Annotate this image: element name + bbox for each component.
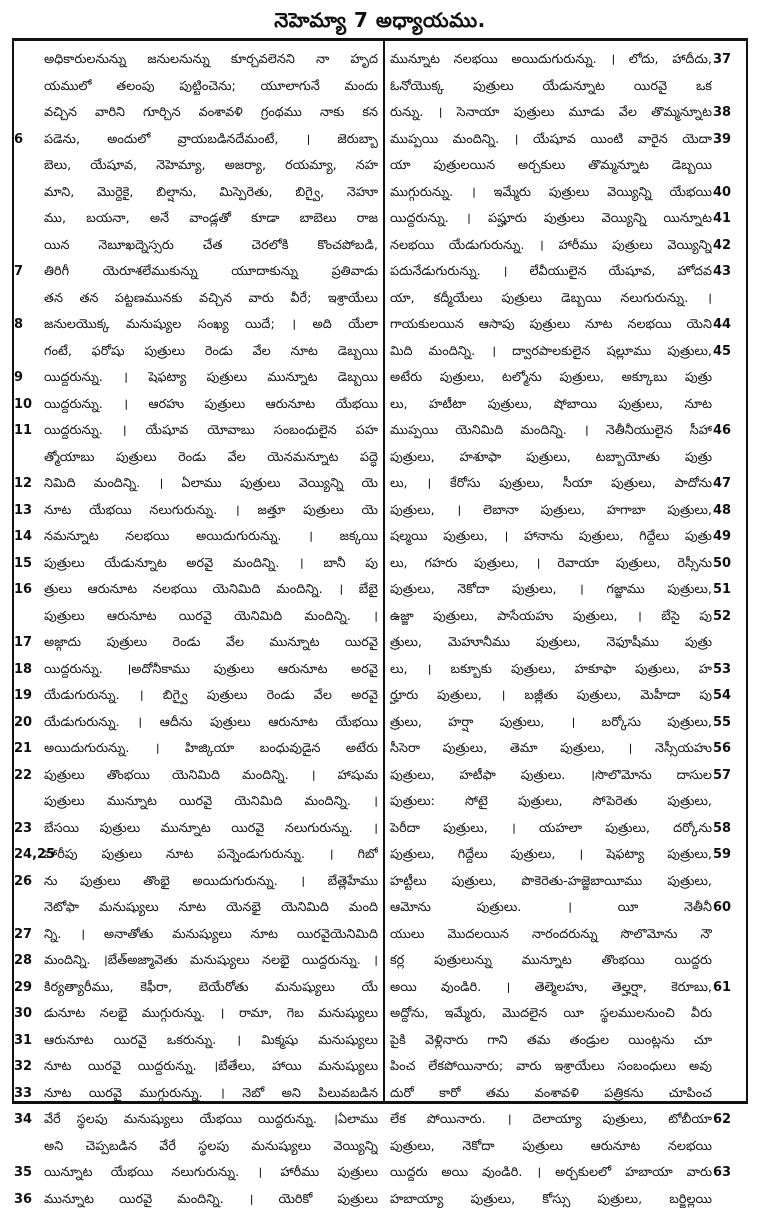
text-line: అజ్గాదు పుత్రులు రెండు వేల మున్నూట యిరవై: [44, 630, 378, 657]
text-line: లేక పోయినారు. । దెలాయ్యా పుత్రులు, టోబీయా: [390, 1107, 712, 1134]
verse-number: 48: [713, 498, 753, 525]
text-line: పుత్రులు ఆరునూట యిరవై యెనిమిది మందిన్ని. ।: [44, 604, 378, 631]
verse-number: 37: [713, 47, 753, 74]
verse-number: 21: [14, 736, 54, 763]
verse-number: 53: [713, 657, 753, 684]
verse-number: 27: [14, 922, 54, 949]
verse-number: 18: [14, 657, 54, 684]
text-line: మందిన్ని. ।బేత్అజ్మావెతు మనుష్యులు నలభై యిద్దరున్ను. ।: [44, 948, 378, 975]
page-title: నెహెమ్యా 7 అధ్యాయము.: [0, 2, 760, 38]
text-line: న్ని. । అనాతోతు మనుష్యులు నూట యిరవైయెనిమిది: [44, 922, 378, 949]
verse-number: 56: [713, 736, 753, 763]
text-line: పుత్రులు, । లెబానా పుత్రులు, హగాబా పుత్రులు,: [390, 498, 712, 525]
text-line: ము, బయనా, అనే వాండ్లతో కూడా బాబెలు రాజ: [44, 206, 378, 233]
text-line: అయిదుగురున్ను. । హిజ్కియా బంధువుడైన అటేరు: [44, 736, 378, 763]
text-line: సీసెరా పుత్రులు, తెమా పుత్రులు, । నెస్సీయహు: [390, 736, 712, 763]
text-line: పుత్రులు యేడున్నూట అరవై మందిన్ని. । బానీ పు: [44, 551, 378, 578]
verse-number: 59: [713, 842, 753, 869]
verse-number: 60: [713, 895, 753, 922]
text-line: యిద్దరున్ను. । ఆరహు పుత్రులు ఆరునూట యేభయి: [44, 392, 378, 419]
text-line: బెలు, యేషూవ, నెహెమ్యా, అజర్యా, రయమ్యా, నహ: [44, 153, 378, 180]
verse-number: 10: [14, 392, 54, 419]
text-line: ను పుత్రులు తొంభై అయిదుగురున్ను. । బేత్లెహేము: [44, 869, 378, 896]
verse-number: 40: [713, 180, 753, 207]
verse-number: 22: [14, 763, 54, 790]
verse-number: 52: [713, 604, 753, 631]
text-line: పించ లేకపోయినారు; వారు ఇశ్రాయేలు సంబంధులు అవు: [390, 1054, 712, 1081]
text-line: అయి వుండిరి. । తెల్మెలహు, తెల్హర్షా, కెరూబు,: [390, 975, 712, 1002]
text-line: ముప్పయి మందిన్ని. । యేషూవ యింటి వారైన యెదా: [390, 127, 712, 154]
verse-number: 33: [14, 1081, 54, 1108]
verse-number: 42: [713, 233, 753, 260]
text-line: త్రులు, మెహూనీము పుత్రులు, నెఫూషీము పుత్రు: [390, 630, 712, 657]
text-line: నెటోఫా మనుష్యులు నూట యెనభై యెనిమిది మంది: [44, 895, 378, 922]
verse-number: 8: [14, 312, 54, 339]
verse-number: 23: [14, 816, 54, 843]
text-line: రున్ను. । సెనాయా పుత్రులు మూడు వేల తొమ్మన్నూట: [390, 100, 712, 127]
text-line: తిరిగీ యెరూశలేముకున్ను యూదాకున్ను ప్రతివాడు: [44, 259, 378, 286]
text-line: షల్మయి పుత్రులు, । హానాను పుత్రులు, గిద్దేలు పుత్రు: [390, 524, 712, 551]
verse-number: 20: [14, 710, 54, 737]
text-line: నిమిది మందిన్ని. । ఏలాము పుత్రులు వెయ్యిన్ని యె: [44, 471, 378, 498]
text-line: నమన్నూట నలభయి అయిదుగురున్ను. । జక్కయి: [44, 524, 378, 551]
text-line: కర్ల పుత్రులున్ను మున్నూట తొంభయి యిద్దరు: [390, 948, 712, 975]
text-line: యిద్దరున్ను. । పష్హూరు పుత్రులు వెయ్యిన్ని యిన్నూట: [390, 206, 712, 233]
text-line: యిద్దరు అయి వుండిరి. । అర్చకులలో హబాయా వారు: [390, 1160, 712, 1187]
text-line: త్రులు ఆరునూట నలభయి యెనిమిది మందిన్ని. । బేబై: [44, 577, 378, 604]
verse-number: 9: [14, 365, 54, 392]
right-column: [390, 47, 712, 1213]
text-line: పడెను, అందులో వ్రాయబడినదేమంటే, । జెరుబ్బా: [44, 127, 378, 154]
text-line: యేడుగురున్ను. । ఆదీను పుత్రులు ఆరునూట యేభయి: [44, 710, 378, 737]
text-line: పైకి వెళ్లినారు గాని తమ తండ్రుల యింట్లను చూ: [390, 1028, 712, 1055]
text-line: యములో తలంపు పుట్టించెను; యూలాగునే మందు: [44, 74, 378, 101]
verse-number: 38: [713, 100, 753, 127]
text-line: త్మోయాబు పుత్రులు రెండు వేల యెనమన్నూట పద్ధె: [44, 445, 378, 472]
text-line: పుత్రులు, నెకోదా పుత్రులు, । గజ్జాము పుత్రులు,: [390, 577, 712, 604]
text-line: పుత్రులు, హటీఫా పుత్రులు. ।సొలొమోను దాసుల: [390, 763, 712, 790]
verse-number: 39: [713, 127, 753, 154]
text-line: యిద్దరున్ను. । యేషూవ యోవాబు సంబంధులైన పహ: [44, 418, 378, 445]
left-column: [44, 47, 378, 1213]
verse-number: 35: [14, 1160, 54, 1187]
verse-number: 36: [14, 1187, 54, 1213]
text-line: యేడుగురున్ను. । బిగ్వై పుత్రులు రెండు వేల అరవై: [44, 683, 378, 710]
text-line: నూట యిరవై ముగ్గురున్ను. । నెబో అని పిలువబడిన: [44, 1081, 378, 1108]
text-line: వేరే స్థలపు మనుష్యులు యేభయి యిద్దరున్ను. ।ఏలాము: [44, 1107, 378, 1134]
text-line: ఉజ్జా పుత్రులు, పాసేయహు పుత్రులు, । బేసై పు: [390, 604, 712, 631]
text-line: పుత్రులు తొంభయి యెనిమిది మందిన్ని. । హాషుమ: [44, 763, 378, 790]
text-line: హారీపు పుత్రులు నూట పన్నెండుగురున్ను. । గిబో: [44, 842, 378, 869]
text-line: డునూట నలభై ముగ్గురున్ను. । రామా, గెబ మనుష్యులు: [44, 1001, 378, 1028]
text-line: పుత్రులు, హశూఫా పుత్రులు, టబ్బాయోతు పుత్రు: [390, 445, 712, 472]
text-line: అధికారులనున్ను జనులనున్ను కూర్చవలెనని నా హృద: [44, 47, 378, 74]
text-line: పుత్రులు మున్నూట యిరవై యెనిమిది మందిన్ని. ।: [44, 789, 378, 816]
verse-number: 12: [14, 471, 54, 498]
verse-number: 30: [14, 1001, 54, 1028]
verse-number: 43: [713, 259, 753, 286]
text-line: హట్టీలు పుత్రులు, పొకెరెతు-హజ్జెబాయీము పుత్రులు,: [390, 869, 712, 896]
verse-number: 6: [14, 127, 54, 154]
text-line: కిర్యత్యారీము, కెఫీరా, బెయేరోతు మనుష్యులు యే: [44, 975, 378, 1002]
verse-number: 31: [14, 1028, 54, 1055]
verse-number: 50: [713, 551, 753, 578]
verse-number: 28: [14, 948, 54, 975]
verse-number: 34: [14, 1107, 54, 1134]
text-line: నూట యిరవై యిద్దరున్ను. ।బేతేలు, హాయి మనుష్యులు: [44, 1054, 378, 1081]
text-line: లు, హటీటా పుత్రులు, షోబాయి పుత్రులు, నూట: [390, 392, 712, 419]
text-line: వచ్చిన వారిని గూర్చిన వంశావళి గ్రంథము నాకు కన: [44, 100, 378, 127]
text-line: మిది మందిన్ని. । ద్వారపాలకులైన షల్లూము పుత్రులు,: [390, 339, 712, 366]
verse-number: 63: [713, 1160, 753, 1187]
verse-number: 51: [713, 577, 753, 604]
text-line: గంటే, ఫరోషు పుత్రులు రెండు వేల నూట డెబ్బయి: [44, 339, 378, 366]
text-line: ముగ్గురున్ను. । ఇమ్మేరు పుత్రులు వెయ్యిన్ని యేభయి: [390, 180, 712, 207]
text-line: మాని, మొర్దెకై, బిల్షాను, మిస్పెరెతు, బిగ్వై, నెహూ: [44, 180, 378, 207]
text-line: బేసయి పుత్రులు మున్నూట యిరవై నలుగురున్ను. ।: [44, 816, 378, 843]
text-line: ర్హూరు పుత్రులు, । బజ్లీతు పుత్రులు, మెహీదా పు: [390, 683, 712, 710]
text-line: యులు మొదలయిన నారందరున్ను సొలొమోను నౌ: [390, 922, 712, 949]
text-line: మున్నూట యిరవై మందిన్ని. । యెరికో పుత్రులు: [44, 1187, 378, 1213]
text-line: యా, కద్మీయేలు పుత్రులు డెబ్బయి నలుగురున్ను. ।: [390, 286, 712, 313]
text-line: జనులయొక్క మనుష్యుల సంఖ్య యిదే; । అది యేలా: [44, 312, 378, 339]
verse-number: 46: [713, 418, 753, 445]
column-divider: [383, 38, 385, 1104]
text-line: నూట యేభయి నలుగురున్ను. । జత్తూ పుత్రులు యె: [44, 498, 378, 525]
text-line: అద్దోను, ఇమ్మేరు, మొదలైన యీ స్థలములనుంచి వీరు: [390, 1001, 712, 1028]
verse-number: 17: [14, 630, 54, 657]
text-line: అని చెప్పబడిన వేరే స్థలపు మనుష్యులు వెయ్యిన్ని: [44, 1134, 378, 1161]
text-line: ఆమోను పుత్రులు. । యీ నెతీనీ: [390, 895, 712, 922]
verse-number: 16: [14, 577, 54, 604]
text-line: యిద్దరున్ను. । షెఫట్యా పుత్రులు మున్నూట డెబ్బయి: [44, 365, 378, 392]
verse-number: 61: [713, 975, 753, 1002]
verse-number: 41: [713, 206, 753, 233]
text-line: లు, । కేరోసు పుత్రులు, సీయా పుత్రులు, పాదోను: [390, 471, 712, 498]
text-line: పుత్రులు: సోటై పుత్రులు, సోపెరెతు పుత్రులు,: [390, 789, 712, 816]
verse-number: 19: [14, 683, 54, 710]
text-line: లు, । బక్బూకు పుత్రులు, హకూఫా పుత్రులు, హ: [390, 657, 712, 684]
text-line: నలభయి యేడుగురున్ను. । హారీము పుత్రులు వెయ్యిన్ని: [390, 233, 712, 260]
verse-number: 32: [14, 1054, 54, 1081]
text-line: పుత్రులు, నెకోదా పుత్రులు ఆరునూట నలభయి: [390, 1134, 712, 1161]
text-line: పదునేడుగురున్ను. । లేవీయులైన యేషూవ, హోదవ: [390, 259, 712, 286]
text-line: ఓనోయొక్క పుత్రులు యేడున్నూట యిరవై ఒక: [390, 74, 712, 101]
verse-number: 24,25: [14, 842, 54, 869]
text-line: గాయకులయిన ఆసాపు పుత్రులు నూట నలభయి యెని: [390, 312, 712, 339]
verse-number: 54: [713, 683, 753, 710]
text-line: పెరీదా పుత్రులు, । యహలా పుత్రులు, దర్కోను: [390, 816, 712, 843]
text-line: హబాయ్యా పుత్రులు, కోస్సు పుత్రులు, బర్జిల్లయి: [390, 1187, 712, 1213]
verse-number: 44: [713, 312, 753, 339]
text-line: దురో కారో తమ వంశావళి పత్రికను చూపించ: [390, 1081, 712, 1108]
text-line: అటేరు పుత్రులు, టల్మోను పుత్రులు, అక్కూబు పుత్రు: [390, 365, 712, 392]
verse-number: 11: [14, 418, 54, 445]
text-line: ముప్పయి యెనిమిది మందిన్ని. । నెతీనీయులైన సీహా: [390, 418, 712, 445]
verse-number: 62: [713, 1107, 753, 1134]
verse-number: 45: [713, 339, 753, 366]
verse-number: 7: [14, 259, 54, 286]
text-line: తన తన పట్టణమునకు వచ్చిన వారు వీరే; ఇశ్రాయేలు: [44, 286, 378, 313]
verse-number: 57: [713, 763, 753, 790]
text-line: యిన నెబూఖద్నెస్సరు చేత చెరలోకి కొంచపోబడి,: [44, 233, 378, 260]
verse-number: 55: [713, 710, 753, 737]
verse-number: 26: [14, 869, 54, 896]
text-line: యిన్నూట యేభయి నలుగురున్ను. । హారీము పుత్రులు: [44, 1160, 378, 1187]
verse-number: 58: [713, 816, 753, 843]
text-line: మున్నూట నలభయి అయిదుగురున్ను. । లోదు, హాదీదు,: [390, 47, 712, 74]
verse-number: 47: [713, 471, 753, 498]
verse-number: 49: [713, 524, 753, 551]
verse-number: 13: [14, 498, 54, 525]
text-line: పుత్రులు, గిద్దేలు పుత్రులు, । షెఫట్యా పుత్రులు,: [390, 842, 712, 869]
text-line: త్రులు, హర్షా పుత్రులు, । బర్కోసు పుత్రులు,: [390, 710, 712, 737]
verse-number: 29: [14, 975, 54, 1002]
verse-number: 14: [14, 524, 54, 551]
text-line: యిద్దరున్ను. ।అదోనీకాము పుత్రులు ఆరునూట అరవై: [44, 657, 378, 684]
text-line: లు, గహరు పుత్రులు, । రెవాయా పుత్రులు, రెస్సీను: [390, 551, 712, 578]
text-line: ఆరునూట యిరవై ఒకరున్ను. । మిక్మషు మనుష్యులు: [44, 1028, 378, 1055]
text-line: యా పుత్రులయిన అర్చకులు తొమ్మన్నూట డెబ్బయి: [390, 153, 712, 180]
verse-number: 15: [14, 551, 54, 578]
